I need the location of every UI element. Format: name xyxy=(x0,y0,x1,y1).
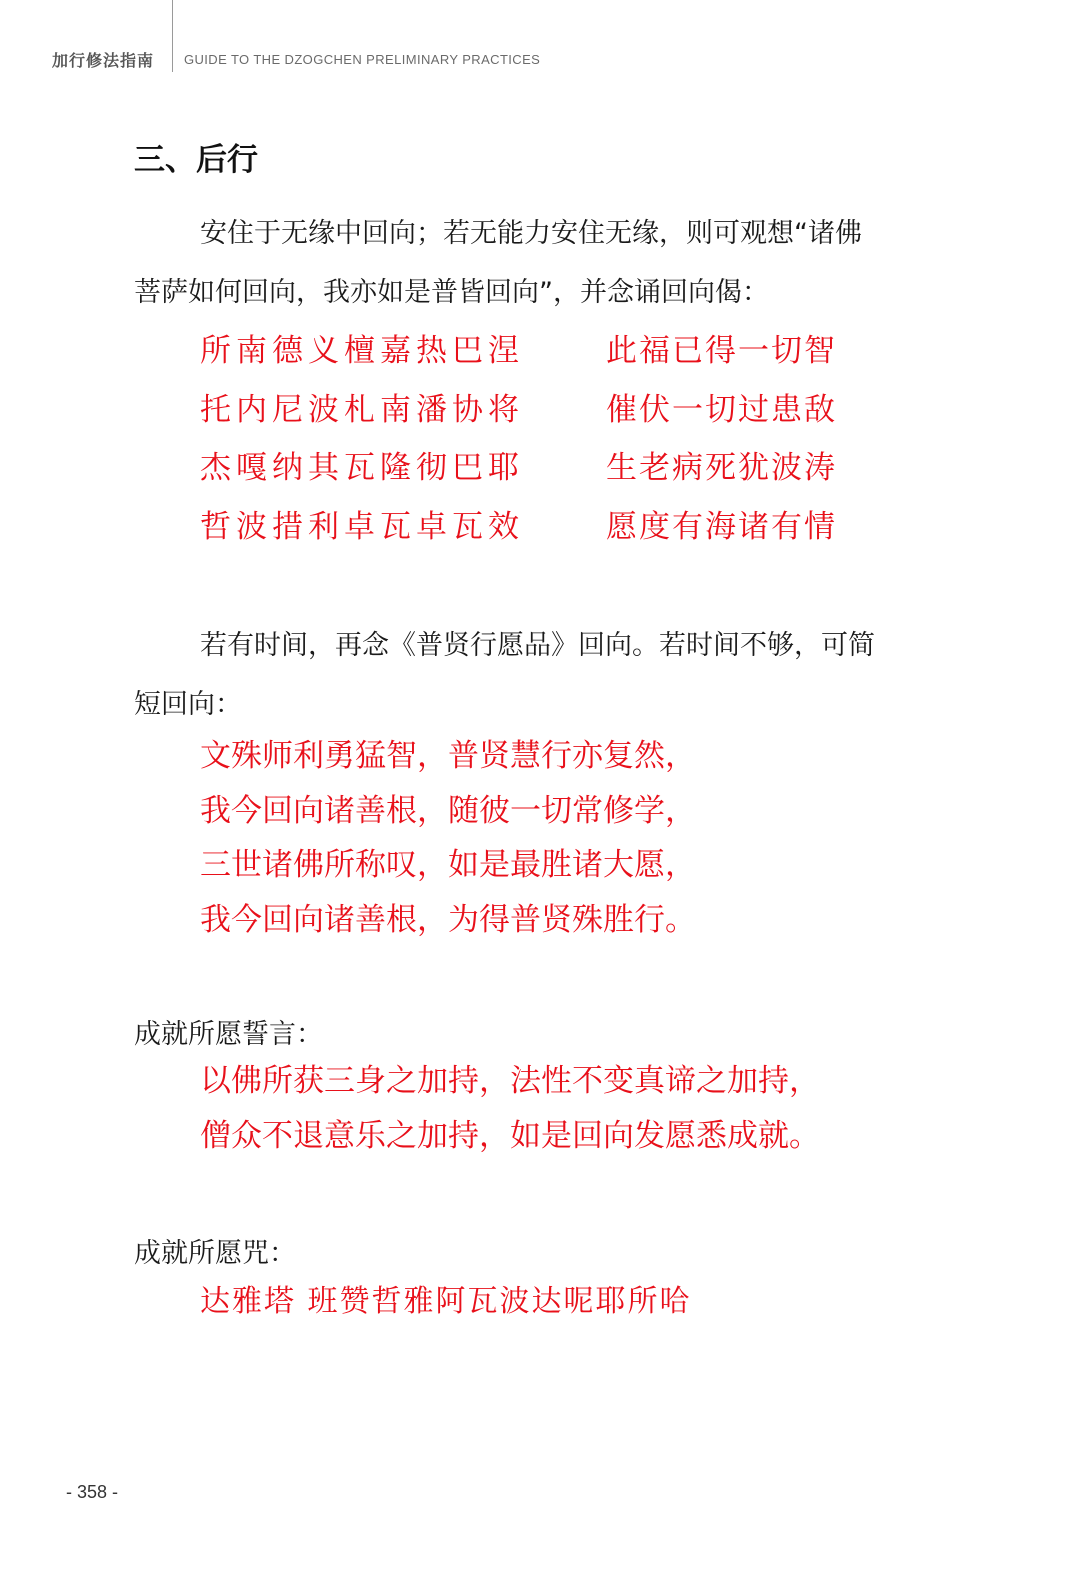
verse-line: 三世诸佛所称叹，如是最胜诸大愿， xyxy=(200,847,696,883)
body-line: 短回向： xyxy=(134,689,242,720)
running-head-english: GUIDE TO THE DZOGCHEN PRELIMINARY PRACTICES xyxy=(184,52,541,67)
verse-line: 僧众不退意乐之加持，如是回向发愿悉成就。 xyxy=(200,1117,820,1154)
mantra-label: 成就所愿咒： xyxy=(134,1238,296,1269)
section-title: 三、后行 xyxy=(134,142,258,178)
running-head-chinese: 加行修法指南 xyxy=(52,51,155,70)
samantabhadra-paragraph xyxy=(134,616,924,734)
header-divider xyxy=(172,0,173,72)
page-number: - 358 - xyxy=(66,1482,119,1502)
vow-verse xyxy=(200,1054,820,1163)
mantra-text: 达雅塔 班赞哲雅阿瓦波达呢耶所哈 xyxy=(200,1284,692,1319)
verse-transliteration: 所南德义檀嘉热巴涅 xyxy=(200,333,524,369)
verse-translation: 愿度有海诸有情 xyxy=(606,508,837,545)
verse-line: 我今回向诸善根，为得普贤殊胜行。 xyxy=(200,901,696,938)
verse-transliteration: 杰嘎纳其瓦隆彻巴耶 xyxy=(200,450,524,486)
verse-row xyxy=(200,439,920,498)
verse-translation: 生老病死犹波涛 xyxy=(606,450,837,486)
intro-line: 安住于无缘中回向；若无能力安住无缘，则可观想“诸佛 xyxy=(200,218,862,249)
verse-translation: 此福已得一切智 xyxy=(606,333,837,369)
vow-label: 成就所愿誓言： xyxy=(134,1019,323,1050)
verse-row xyxy=(200,322,920,381)
page-header xyxy=(0,0,1080,80)
verse-line: 我今回向诸善根，随彼一切常修学， xyxy=(200,792,696,829)
body-line: 若有时间，再念《普贤行愿品》回向。若时间不够，可简 xyxy=(200,630,875,661)
dedication-verse xyxy=(200,322,920,556)
verse-row xyxy=(200,498,920,557)
verse-transliteration: 哲波措利卓瓦卓瓦效 xyxy=(200,508,524,545)
verse-translation: 催伏一切过患敌 xyxy=(606,391,837,428)
intro-paragraph xyxy=(134,204,924,322)
samantabhadra-verse xyxy=(200,729,696,947)
verse-line: 文殊师利勇猛智，普贤慧行亦复然， xyxy=(200,738,696,774)
verse-row xyxy=(200,381,920,440)
verse-transliteration: 托内尼波札南潘协将 xyxy=(200,391,524,428)
intro-line: 菩萨如何回向，我亦如是普皆回向”，并念诵回向偈： xyxy=(134,277,769,308)
verse-line: 以佛所获三身之加持，法性不变真谛之加持， xyxy=(200,1063,820,1099)
